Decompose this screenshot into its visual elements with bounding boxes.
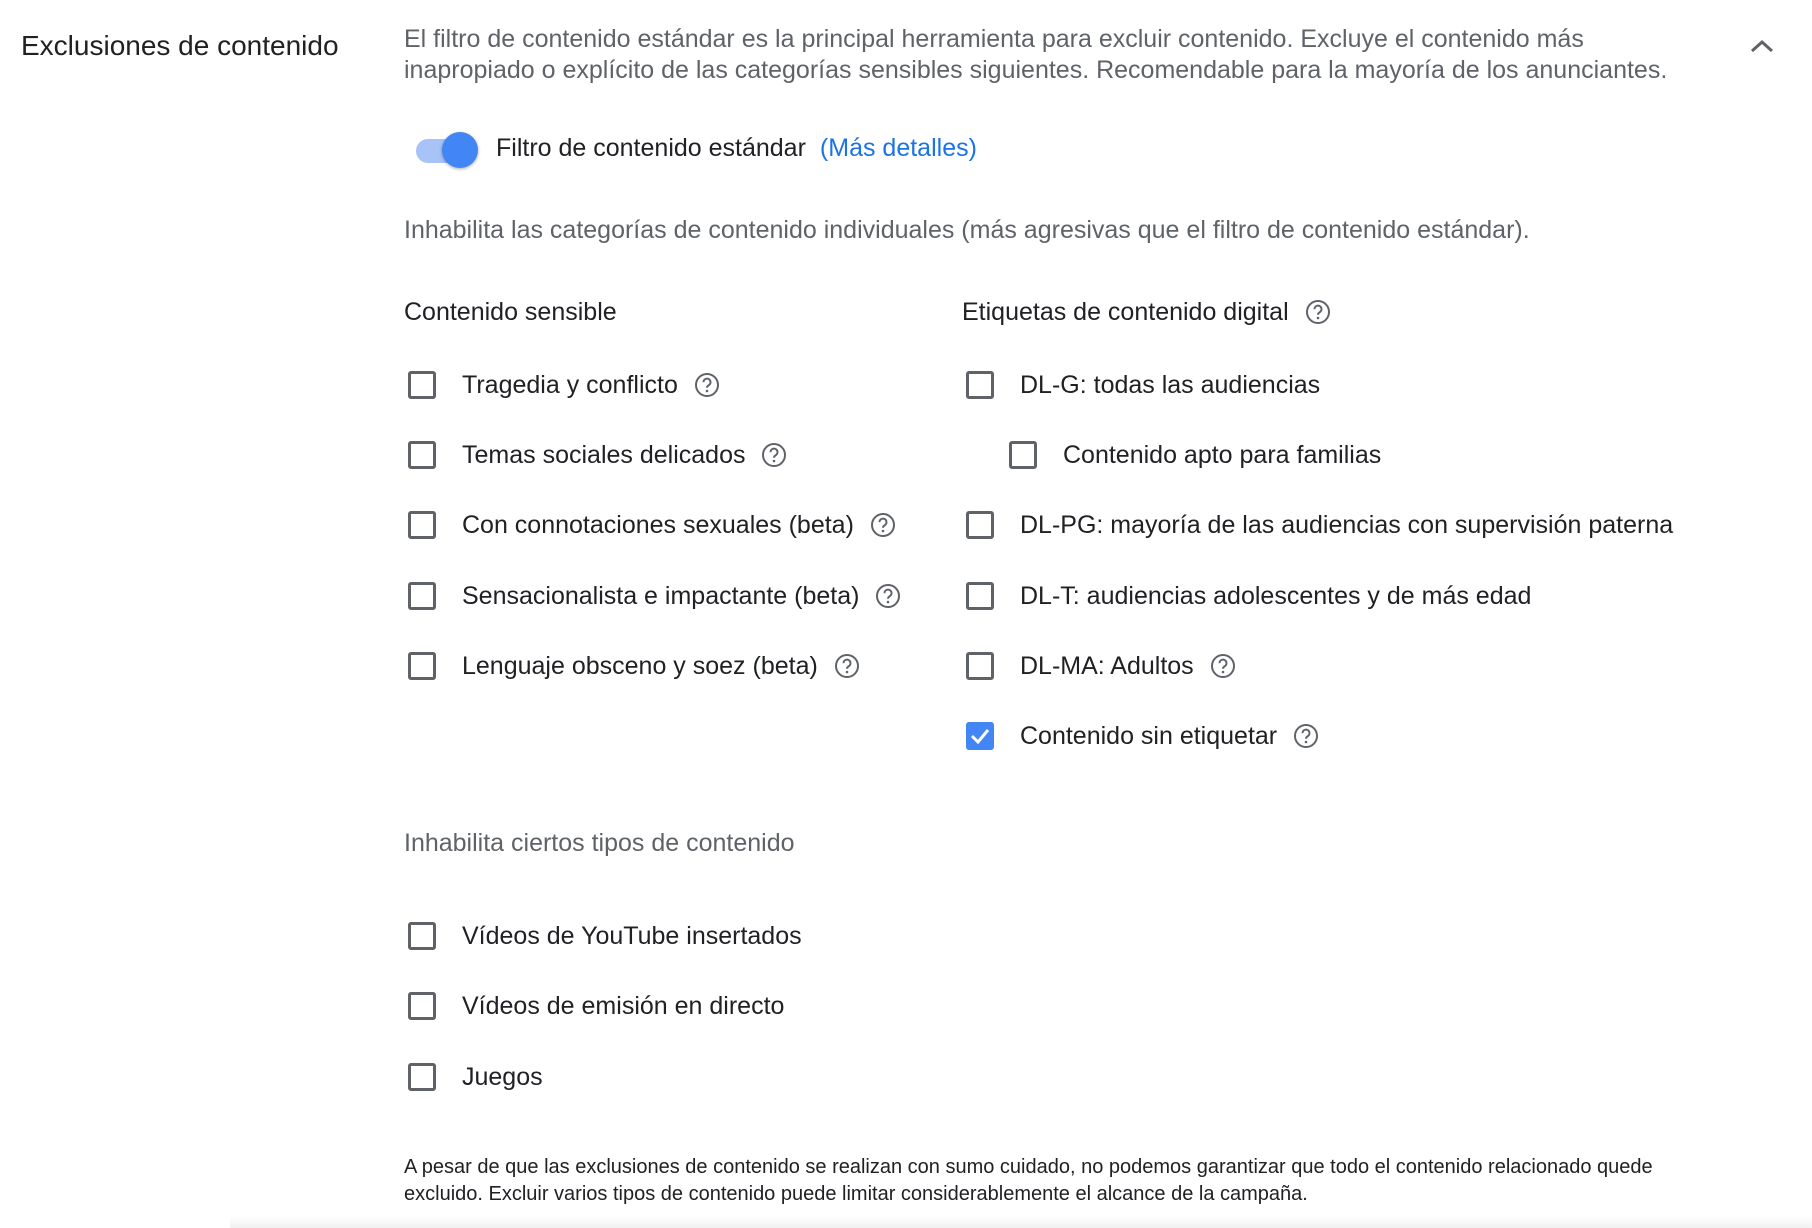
section-title: Exclusiones de contenido [21, 30, 339, 61]
live-videos-checkbox[interactable] [408, 992, 436, 1020]
dlpg-checkbox[interactable] [966, 511, 994, 539]
sensitive-content-heading [404, 296, 617, 328]
digital-labels-heading-label: Etiquetas de contenido digital [962, 298, 1289, 326]
standard-filter-toggle[interactable] [412, 128, 476, 168]
standard-filter-row [412, 126, 977, 170]
help-icon[interactable] [1293, 723, 1319, 749]
sensitive-item-tragedy [408, 365, 720, 405]
digital-label-unlabeled [966, 716, 1319, 756]
more-details-link[interactable]: (Más detalles) [819, 133, 977, 162]
embedded-videos-label: Vídeos de YouTube insertados [462, 921, 802, 950]
profanity-checkbox[interactable] [408, 652, 436, 680]
digital-label-dlg [966, 365, 1320, 405]
family-label: Contenido apto para familias [1063, 440, 1382, 469]
sexual-checkbox[interactable] [408, 511, 436, 539]
disclaimer-text: A pesar de que las exclusiones de contenido se realizan con sumo cuidado, no podemos garantizar que todo el contenido relacionado quede excluido. Excluir varios tipos de contenido puede limitar considerablemente el alcance de la campaña. [404, 1156, 1653, 1205]
digital-label-dlpg [966, 505, 1673, 545]
help-icon[interactable] [1305, 299, 1331, 325]
bottom-divider-shadow [230, 1216, 1812, 1228]
dlt-checkbox[interactable] [966, 582, 994, 610]
digital-labels-heading [962, 296, 1331, 328]
digital-label-dlt [966, 576, 1531, 616]
live-videos-label: Vídeos de emisión en directo [462, 991, 785, 1020]
tragedy-label: Tragedia y conflicto [462, 370, 678, 399]
games-label: Juegos [462, 1062, 543, 1091]
individual-categories-text: Inhabilita las categorías de contenido individuales (más agresivas que el filtro de contenido estándar). [404, 216, 1530, 244]
unlabeled-checkbox[interactable] [966, 722, 994, 750]
help-icon[interactable] [870, 512, 896, 538]
unlabeled-label: Contenido sin etiquetar [1020, 721, 1278, 750]
digital-label-dlma [966, 646, 1236, 686]
family-checkbox[interactable] [1009, 441, 1037, 469]
tragedy-checkbox[interactable] [408, 371, 436, 399]
sensational-checkbox[interactable] [408, 582, 436, 610]
content-type-live [408, 986, 784, 1026]
toggle-thumb [442, 132, 478, 168]
sensitive-item-sexual [408, 505, 896, 545]
sensitive-item-sensational [408, 576, 901, 616]
sensitive-content-heading-label: Contenido sensible [404, 298, 617, 326]
content-types-heading: Inhabilita ciertos tipos de contenido [404, 829, 795, 857]
dlpg-label: DL-PG: mayoría de las audiencias con supervisión paterna [1020, 510, 1674, 539]
sensitive-item-profanity [408, 646, 860, 686]
content-type-games [408, 1057, 543, 1097]
help-icon[interactable] [834, 653, 860, 679]
chevron-up-icon [1749, 38, 1775, 54]
content-type-embedded [408, 916, 802, 956]
games-checkbox[interactable] [408, 1063, 436, 1091]
filter-description: El filtro de contenido estándar es la principal herramienta para excluir contenido. Excluye el contenido más inapropiado o explícito de las categorías sensibles siguientes. Recomendable para la mayoría de los anunciantes. [404, 25, 1668, 84]
help-icon[interactable] [694, 372, 720, 398]
collapse-button[interactable] [1738, 22, 1786, 70]
help-icon[interactable] [761, 442, 787, 468]
sensitive-item-social [408, 435, 787, 475]
dlma-checkbox[interactable] [966, 652, 994, 680]
check-icon [969, 725, 991, 747]
help-icon[interactable] [1210, 653, 1236, 679]
dlg-checkbox[interactable] [966, 371, 994, 399]
help-icon[interactable] [875, 583, 901, 609]
dlt-label: DL-T: audiencias adolescentes y de más edad [1020, 581, 1532, 610]
sensational-label: Sensacionalista e impactante (beta) [462, 581, 860, 610]
social-issues-label: Temas sociales delicados [462, 440, 746, 469]
dlma-label: DL-MA: Adultos [1020, 651, 1194, 680]
sexual-label: Con connotaciones sexuales (beta) [462, 510, 854, 539]
standard-filter-label: Filtro de contenido estándar [496, 133, 806, 162]
embedded-videos-checkbox[interactable] [408, 922, 436, 950]
digital-label-family [1009, 435, 1381, 475]
dlg-label: DL-G: todas las audiencias [1020, 370, 1321, 399]
profanity-label: Lenguaje obsceno y soez (beta) [462, 651, 818, 680]
social-issues-checkbox[interactable] [408, 441, 436, 469]
